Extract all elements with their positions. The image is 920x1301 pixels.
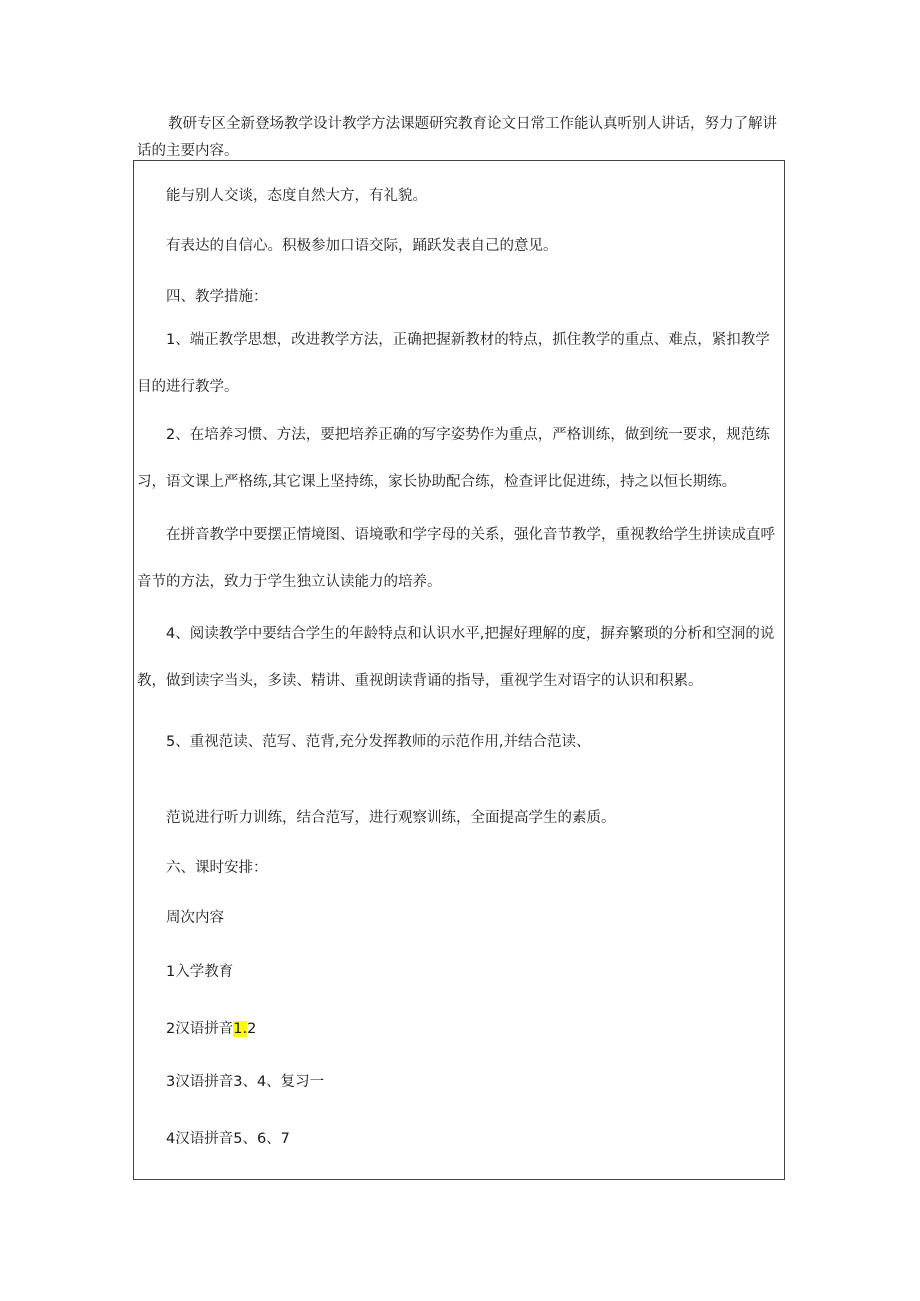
- measure-2: 2、在培养习惯、方法，要把培养正确的写字姿势作为重点，严格训练，做到统一要求，规范练习，语文课上严格练,其它课上坚持练，家长协助配合练，检查评比促进练，持之以恒长期练。: [137, 427, 770, 490]
- section-heading-schedule: 六、课时安排：: [166, 860, 268, 876]
- measure-4: 4、阅读教学中要结合学生的年龄特点和认识水平,把握好理解的度，摒弃繁琐的分析和空洞的说教，做到读字当头，多读、精讲、重视朗读背诵的指导，重视学生对语字的认识和积累。: [137, 626, 775, 689]
- schedule-row-1: 1入学教育: [166, 964, 234, 980]
- measure-5-continued: 范说进行听力训练，结合范写，进行观察训练，全面提高学生的素质。: [166, 810, 616, 826]
- schedule-row-4: 4汉语拼音5、6、7: [166, 1131, 290, 1147]
- measure-pinyin: 在拼音教学中要摆正情境图、语境歌和学字母的关系，强化音节教学，重视教给学生拼读成直呼音节的方法，致力于学生独立认读能力的培养。: [137, 527, 775, 590]
- schedule-header: 周次内容: [166, 910, 224, 926]
- schedule-row-2-text: 2汉语拼音: [166, 1021, 234, 1037]
- goal-conversation: 能与别人交谈，态度自然大方，有礼貌。: [166, 188, 427, 204]
- intro-paragraph: 教研专区全新登场教学设计教学方法课题研究教育论文日常工作能认真听别人讲话，努力了解讲话的主要内容。: [137, 116, 777, 159]
- schedule-row-2: [166, 1017, 256, 1038]
- measure-1: 1、端正教学思想，改进教学方法，正确把握新教材的特点，抓住教学的重点、难点，紧扣教学目的进行教学。: [137, 332, 770, 395]
- goal-confidence: 有表达的自信心。积极参加口语交际，踊跃发表自己的意见。: [166, 238, 558, 254]
- measure-5: 5、重视范读、范写、范背,充分发挥教师的示范作用,并结合范读、: [166, 734, 591, 750]
- schedule-row-2-suffix: 2: [247, 1021, 257, 1037]
- section-heading-measures: 四、教学措施：: [166, 289, 268, 305]
- schedule-row-3: 3汉语拼音3、4、复习一: [166, 1074, 325, 1090]
- highlighted-text: 1.: [233, 1021, 248, 1037]
